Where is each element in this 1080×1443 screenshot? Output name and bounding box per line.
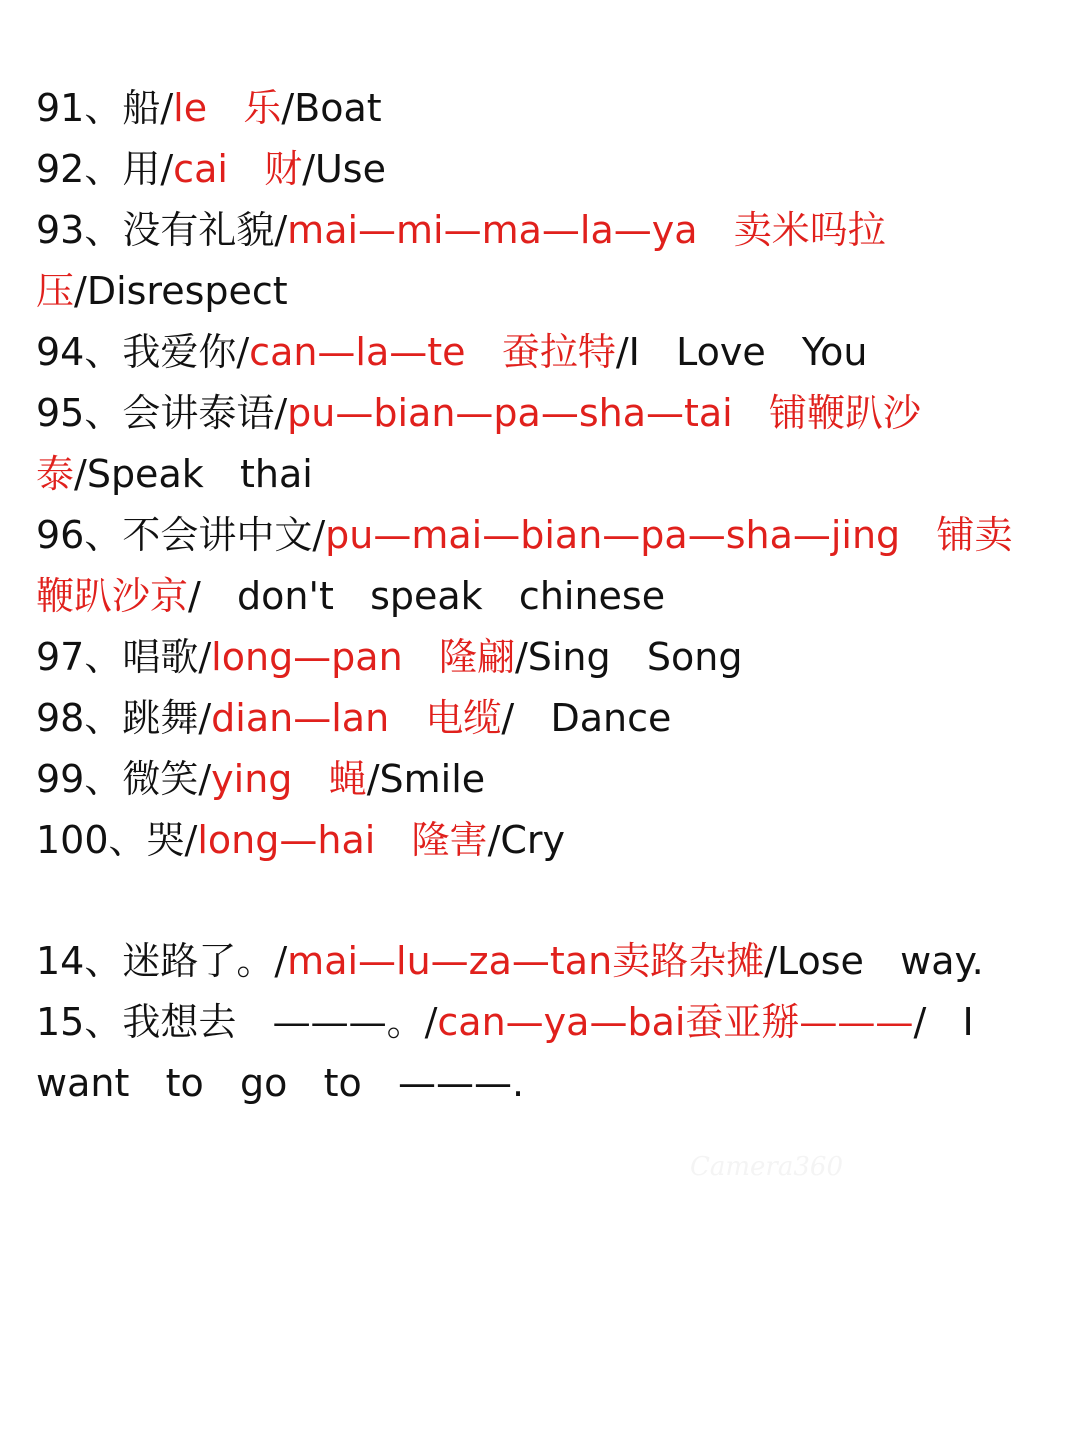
thai-pronunciation: pu—bian—pa—sha—tai: [287, 391, 733, 435]
entry-number: 93、: [36, 208, 123, 252]
entry-93: [36, 200, 1046, 261]
chinese-homophone: 泰: [36, 452, 75, 496]
thai-pronunciation: can—ya—bai: [437, 1000, 686, 1044]
chinese-meaning: 微笑/: [122, 757, 212, 801]
english-meaning: /Speak thai: [74, 452, 313, 496]
entry-number: 97、: [36, 635, 123, 679]
english-meaning: /Boat: [281, 86, 382, 130]
chinese-homophone: 鞭趴沙京: [36, 574, 189, 618]
chinese-homophone: 隆害: [411, 818, 488, 862]
thai-pronunciation: mai—lu—za—tan: [287, 939, 613, 983]
entry-96-continued: [36, 566, 1046, 627]
english-meaning: /Smile: [366, 757, 486, 801]
entry-95: [36, 383, 1046, 444]
chinese-meaning: 唱歌/: [122, 635, 212, 679]
camera360-watermark: Camera360: [690, 1152, 843, 1182]
english-meaning: want to go to ———.: [36, 1061, 525, 1105]
entry-97: [36, 627, 1046, 688]
chinese-meaning: 没有礼貌/: [122, 208, 288, 252]
entry-number: 96、: [36, 513, 123, 557]
entry-number: 98、: [36, 696, 123, 740]
english-meaning: /Cry: [487, 818, 566, 862]
chinese-meaning: 用/: [122, 147, 174, 191]
english-meaning: /I Love You: [615, 330, 868, 374]
thai-pronunciation: le: [173, 86, 208, 130]
chinese-homophone: 乐: [243, 86, 282, 130]
section-spacer: [36, 871, 1046, 931]
chinese-homophone: 蚕拉特: [501, 330, 616, 374]
entry-93-continued: [36, 261, 1046, 322]
entry-99: [36, 749, 1046, 810]
entry-91: [36, 78, 1046, 139]
entry-14: [36, 931, 1046, 992]
entry-15-continued: [36, 1053, 1046, 1114]
chinese-meaning: 我爱你/: [122, 330, 250, 374]
entry-95-continued: [36, 444, 1046, 505]
vocabulary-list: [36, 78, 1046, 1114]
entry-number: 15、: [36, 1000, 123, 1044]
entry-94: [36, 322, 1046, 383]
entry-number: 95、: [36, 391, 123, 435]
english-meaning: / don't speak chinese: [188, 574, 666, 618]
thai-pronunciation: can—la—te: [249, 330, 466, 374]
thai-pronunciation: long—pan: [211, 635, 403, 679]
thai-pronunciation: mai—mi—ma—la—ya: [287, 208, 698, 252]
entry-number: 99、: [36, 757, 123, 801]
chinese-meaning: 船/: [122, 86, 174, 130]
english-meaning: /Use: [302, 147, 386, 191]
chinese-meaning: 跳舞/: [122, 696, 212, 740]
entry-number: 91、: [36, 86, 123, 130]
entry-96: [36, 505, 1046, 566]
thai-pronunciation: long—hai: [197, 818, 376, 862]
entry-number: 100、: [36, 818, 147, 862]
chinese-homophone: 电缆: [425, 696, 502, 740]
chinese-meaning: 我想去 ———。/: [122, 1000, 438, 1044]
chinese-homophone: 蝇: [328, 757, 367, 801]
english-meaning: / Dance: [501, 696, 672, 740]
chinese-homophone: 隆翩: [438, 635, 515, 679]
thai-pronunciation: ying: [211, 757, 293, 801]
chinese-meaning: 迷路了。/: [122, 939, 288, 983]
chinese-meaning: 哭/: [146, 818, 198, 862]
entry-number: 14、: [36, 939, 123, 983]
chinese-homophone: 铺鞭趴沙: [769, 391, 922, 435]
chinese-homophone: 铺卖: [936, 513, 1013, 557]
entry-98: [36, 688, 1046, 749]
entry-92: [36, 139, 1046, 200]
english-meaning: /Sing Song: [514, 635, 743, 679]
chinese-homophone: 卖米吗拉: [733, 208, 886, 252]
english-meaning: / I: [913, 1000, 974, 1044]
entry-number: 94、: [36, 330, 123, 374]
thai-pronunciation: cai: [173, 147, 228, 191]
chinese-meaning: 不会讲中文/: [122, 513, 326, 557]
thai-pronunciation: dian—lan: [211, 696, 390, 740]
entry-15: [36, 992, 1046, 1053]
chinese-meaning: 会讲泰语/: [122, 391, 288, 435]
english-meaning: /Lose way.: [764, 939, 984, 983]
chinese-homophone: 卖路杂摊: [612, 939, 765, 983]
entry-100: [36, 810, 1046, 871]
chinese-homophone: 压: [36, 269, 75, 313]
chinese-homophone: 蚕亚掰———: [685, 1000, 914, 1044]
thai-pronunciation: pu—mai—bian—pa—sha—jing: [325, 513, 901, 557]
entry-number: 92、: [36, 147, 123, 191]
chinese-homophone: 财: [264, 147, 303, 191]
english-meaning: /Disrespect: [74, 269, 288, 313]
